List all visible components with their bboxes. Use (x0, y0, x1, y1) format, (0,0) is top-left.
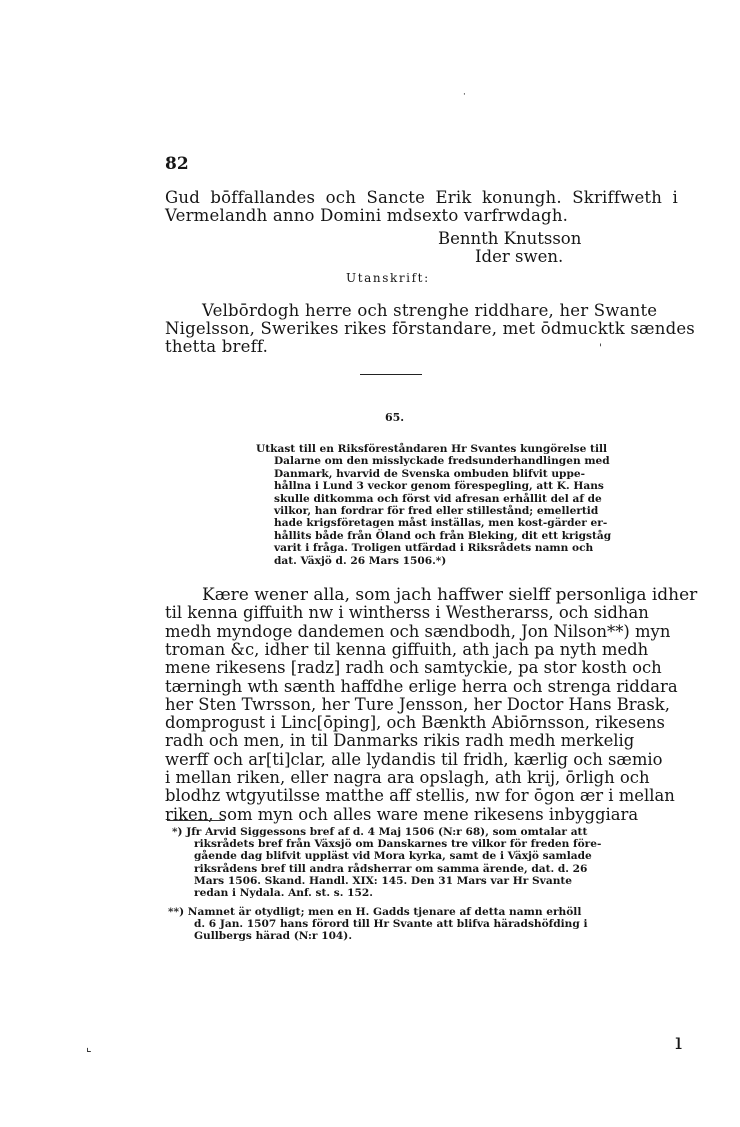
body-line: riken, som myn och alles ware mene rikesens inbyggiara (165, 804, 639, 824)
letter-closing-line-2: Vermelandh anno Domini mdsexto varfrwdagh. (165, 206, 569, 225)
body-line: werff och ar[ti]clar, alle lydandis til fridh, kærlig och sæmio (165, 749, 663, 769)
address-line-3: thetta breff. (165, 337, 269, 356)
section-divider (360, 374, 422, 375)
body-line: Kære wener alla, som jach haffwer sielff personliga idher (202, 585, 698, 605)
summary-line: Utkast till en Riksföreståndaren Hr Svantes kungörelse till (256, 443, 608, 455)
summary-line: Dalarne om den misslyckade fredsunderhandlingen med (274, 455, 610, 468)
summary-line: varit i fråga. Troligen utfärdad i Riksrådets namn och (274, 542, 594, 555)
summary-line: hållits både från Öland och från Bleking, dit ett krigståg (274, 529, 612, 542)
footnote-line: riksrådets bref från Växsjö om Danskarnes tre vilkor för freden före- (194, 838, 602, 851)
scan-corner-mark: ⌞ (86, 1040, 92, 1054)
summary-line: vilkor, han fordrar för fred eller stillestånd; emellertid (274, 505, 599, 517)
body-line: medh myndoge dandemen och sændbodh, Jon Nilson**) myn (165, 621, 671, 641)
scan-mark: ' (599, 343, 602, 354)
summary-line: skulle ditkomma och först vid afresan erhållit del af de (274, 492, 602, 505)
body-line: til kenna giffuith nw i wintherss i Westherarss, och sidhan (165, 603, 649, 623)
footnote-line: d. 6 Jan. 1507 hans förord till Hr Svante att blifva häradshöfding i (194, 918, 588, 931)
footnote-line: riksrådens bref till andra rådsherrar om samma ärende, dat. d. 26 (194, 862, 588, 875)
section-caption: Utanskrift: (346, 271, 430, 285)
summary-line: Danmark, hvarvid de Svenska ombuden blifvit uppe- (274, 467, 585, 480)
signature: Bennth Knutsson (438, 229, 582, 248)
scan-speck: · (463, 90, 466, 100)
summary-line: hållna i Lund 3 veckor genom förespegling, att K. Hans (274, 480, 604, 493)
document-number: 65. (385, 411, 405, 424)
body-line: i mellan riken, eller nagra ara opslagh, ath krij, ōrligh och (165, 768, 650, 787)
body-line: troman &c, idher til kenna giffuith, ath jach pa nyth medh (165, 639, 649, 659)
page-number: 82 (165, 154, 189, 174)
address-line-1: Velbōrdogh herre och strenghe riddhare, her Swante (202, 301, 658, 320)
body-line: radh och men, in til Danmarks rikis radh medh merkelig (165, 731, 635, 751)
footnote-line: Mars 1506. Skand. Handl. XIX: 145. Den 31 Mars var Hr Svante (194, 874, 573, 887)
body-line: mene rikesens [radz] radh och samtyckie, pa stor kosth och (165, 658, 662, 678)
body-line: her Sten Twrsson, her Ture Jensson, her Doctor Hans Brask, (165, 694, 670, 714)
footnote-line: **) Namnet är otydligt; men en H. Gadds tjenare af detta namn erhöll (168, 906, 582, 918)
letter-closing-line-1: Gud bōffallandes och Sancte Erik konungh. Skriffweth i (165, 188, 679, 207)
body-line: tærningh wth sænth haffdhe erlige herra och strenga riddara (165, 676, 678, 696)
footnote-line: redan i Nydala. Anf. st. s. 152. (194, 887, 373, 899)
footnote-divider (167, 820, 225, 821)
scan-edge-mark: ı (675, 1030, 683, 1055)
signature-title: Ider swen. (475, 247, 564, 266)
footnote-line: *) Jfr Arvid Siggessons bref af d. 4 Maj 1506 (N:r 68), som omtalar att (172, 826, 588, 838)
body-line: blodhz wtgyutilsse matthe aff stellis, nw for ōgon ær i mellan (165, 786, 675, 806)
summary-line: dat. Växjö d. 26 Mars 1506.*) (274, 554, 447, 567)
address-line-2: Nigelsson, Swerikes rikes fōrstandare, met ōdmucktk sændes (165, 319, 695, 338)
footnote-line: Gullbergs härad (N:r 104). (194, 930, 353, 943)
summary-line: hade krigsföretagen måst inställas, men kost-gärder er- (274, 517, 608, 530)
footnote-line: gående dag blifvit uppläst vid Mora kyrka, samt de i Växjö samlade (194, 850, 592, 863)
body-line: domprogust i Linc[ōping], och Bænkth Abiōrnsson, rikesens (165, 713, 665, 733)
